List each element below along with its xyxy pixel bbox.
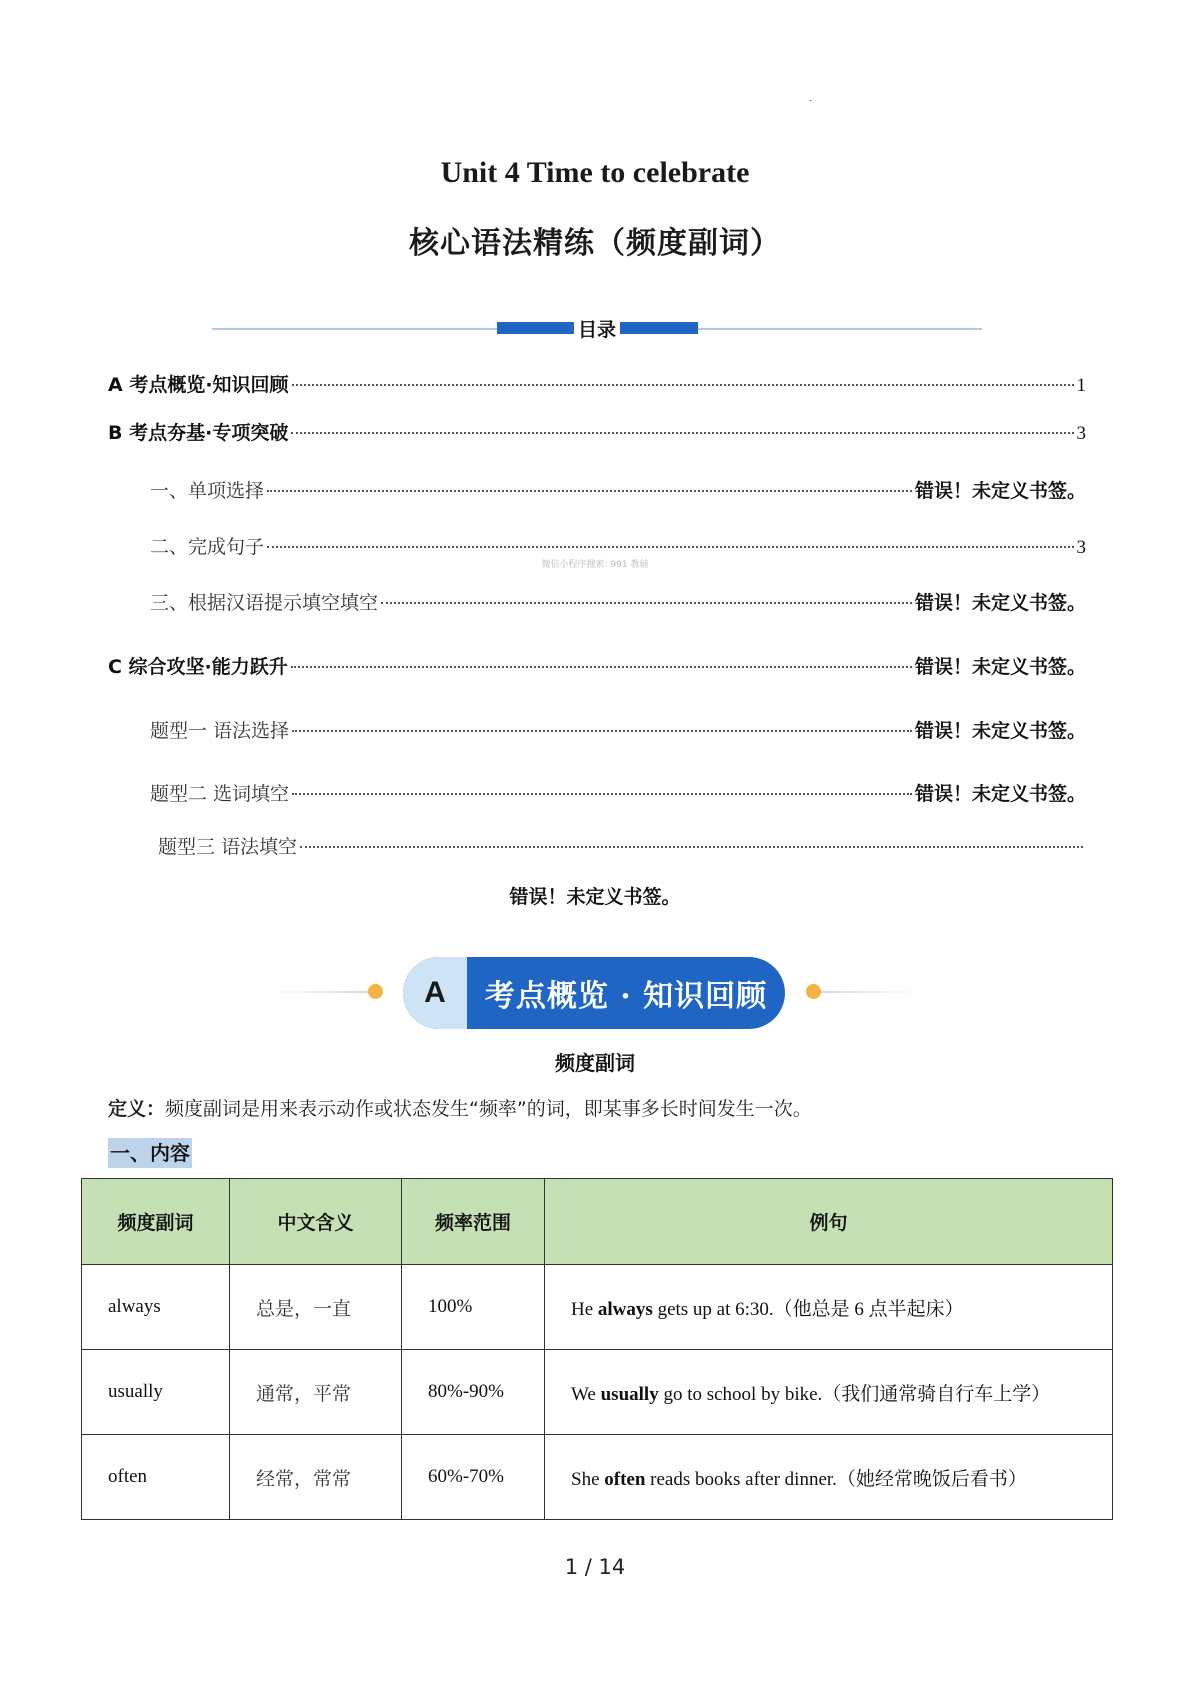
example-adverb: usually: [600, 1383, 659, 1405]
banner-line-left: [270, 991, 370, 993]
definition-label: 定义：: [108, 1098, 166, 1120]
toc-item-label: 题型一 语法选择: [150, 720, 290, 742]
example-pre: We: [571, 1383, 601, 1405]
toc-item-label: B 考点夯基·专项突破: [108, 422, 289, 444]
example-adverb: often: [604, 1468, 646, 1490]
watermark: 微信小程序搜索: 991 教辅: [541, 560, 649, 570]
meaning-cell: 经常，常常: [230, 1435, 402, 1520]
example-post: reads books after dinner.（她经常晚饭后看书）: [645, 1468, 1027, 1490]
definition: [108, 1094, 812, 1121]
range-cell: 80%-90%: [402, 1350, 545, 1435]
example-cell: [545, 1435, 1113, 1520]
toc-item-label: 二、完成句子: [150, 536, 265, 558]
banner-dot-right: [806, 984, 821, 999]
toc-leader-dots: [292, 384, 1074, 386]
toc-item[interactable]: [108, 652, 1086, 682]
toc-item-label: C 综合攻坚·能力跃升: [108, 656, 288, 678]
adverb-cell: often: [82, 1435, 230, 1520]
section-banner: [403, 957, 785, 1029]
toc-item-label: 题型三 语法填空: [158, 836, 298, 858]
toc-item[interactable]: [150, 476, 1086, 506]
toc-item-label: 题型二 选词填空: [150, 783, 290, 805]
banner-text: 考点概览 · 知识回顾: [484, 979, 768, 1014]
banner-line-right: [820, 991, 920, 993]
table-header-row: [82, 1179, 1113, 1265]
example-post: go to school by bike.（我们通常骑自行车上学）: [658, 1383, 1051, 1405]
toc-item-page: 错误！未定义书签。: [914, 480, 1086, 502]
meaning-cell: 通常，平常: [230, 1350, 402, 1435]
range-cell: 60%-70%: [402, 1435, 545, 1520]
toc-item-page: 错误！未定义书签。: [509, 886, 681, 908]
adverb-cell: usually: [82, 1350, 230, 1435]
toc-heading: 目录: [574, 315, 620, 342]
toc-leader-dots: [300, 846, 1083, 848]
example-adverb: always: [597, 1298, 653, 1320]
toc-leader-dots: [267, 490, 912, 492]
toc-leader-dots: [267, 546, 1073, 548]
toc-item-page: 3: [1076, 423, 1086, 444]
example-pre: He: [571, 1298, 598, 1320]
toc-leader-dots: [292, 730, 912, 732]
adverb-cell: always: [82, 1265, 230, 1350]
table-header: 例句: [545, 1179, 1113, 1265]
toc-item-page: 1: [1076, 375, 1086, 396]
banner-dot-left: [368, 984, 383, 999]
toc-leader-dots: [381, 602, 912, 604]
toc-item-label: A 考点概览·知识回顾: [108, 374, 289, 396]
subheading: 一、内容: [108, 1138, 192, 1168]
toc-item-page: 错误！未定义书签。: [914, 783, 1086, 805]
example-cell: [545, 1265, 1113, 1350]
toc-item-page: 错误！未定义书签。: [914, 592, 1086, 614]
table-header: 频度副词: [82, 1179, 230, 1265]
toc-item-label: 三、根据汉语提示填空填空: [150, 592, 379, 614]
frequency-table: [81, 1178, 1113, 1520]
example-cell: [545, 1350, 1113, 1435]
toc-item-page: 错误！未定义书签。: [914, 720, 1086, 742]
page-number: 1 / 14: [564, 1555, 626, 1579]
range-cell: 100%: [402, 1265, 545, 1350]
table-header: 中文含义: [230, 1179, 402, 1265]
toc-divider-bar-left: [497, 322, 575, 334]
toc-item[interactable]: [108, 418, 1086, 448]
page-title-en: Unit 4 Time to celebrate: [440, 156, 750, 189]
toc-item[interactable]: [150, 779, 1086, 809]
section-title: 频度副词: [555, 1051, 635, 1075]
example-post: gets up at 6:30.（他总是 6 点半起床）: [652, 1298, 964, 1320]
toc-item-page: 3: [1076, 537, 1086, 558]
toc-item-label: 一、单项选择: [150, 480, 265, 502]
toc-divider-bar-right: [620, 322, 698, 334]
banner-letter: A: [403, 957, 467, 1029]
toc-item[interactable]: [150, 716, 1086, 746]
toc-item[interactable]: [108, 370, 1086, 400]
toc-item[interactable]: [158, 832, 1086, 862]
table-row: [82, 1435, 1113, 1520]
toc-item-page: 错误！未定义书签。: [914, 656, 1086, 678]
toc-leader-dots: [291, 432, 1073, 434]
toc-item[interactable]: [150, 588, 1086, 618]
page-title-cn: 核心语法精练（频度副词）: [409, 226, 781, 261]
definition-text: 频度副词是用来表示动作或状态发生“频率”的词，即某事多长时间发生一次。: [165, 1098, 812, 1120]
stray-mark: [809, 100, 812, 101]
table-header: 频率范围: [402, 1179, 545, 1265]
toc-leader-dots: [292, 793, 912, 795]
table-row: [82, 1265, 1113, 1350]
meaning-cell: 总是，一直: [230, 1265, 402, 1350]
toc-leader-dots: [291, 666, 912, 668]
table-row: [82, 1350, 1113, 1435]
example-pre: She: [571, 1468, 605, 1490]
